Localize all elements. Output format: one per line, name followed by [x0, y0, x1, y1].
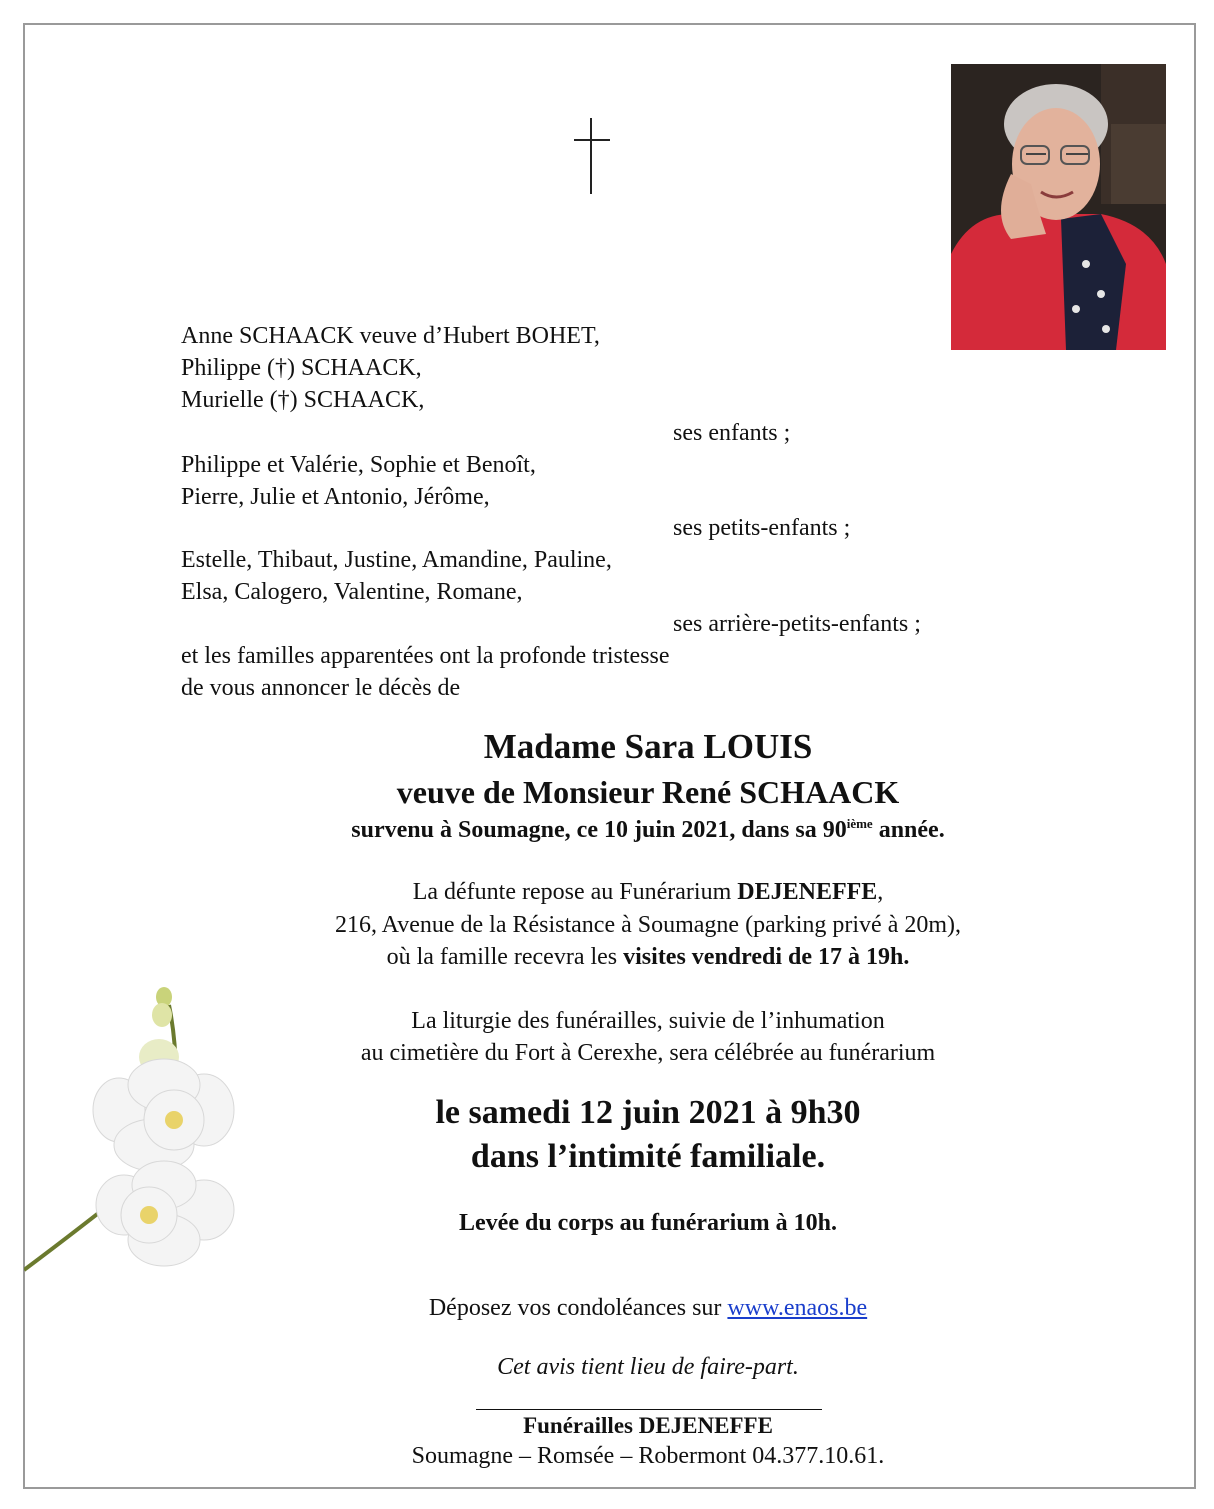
great-grandchildren-label: ses arrière-petits-enfants ; [673, 611, 921, 637]
great-grandchild-line-1: Estelle, Thibaut, Justine, Amandine, Pauline, [181, 547, 612, 573]
condolences-link[interactable]: www.enaos.be [727, 1295, 868, 1321]
visitation-line-1: La défunte repose au Funérarium DEJENEFFE, [412, 879, 884, 905]
death-info: survenu à Soumagne, ce 10 juin 2021, dans sa 90ième année. [351, 816, 945, 843]
visitation-line-2: 216, Avenue de la Résistance à Soumagne (parking privé à 20m), [334, 912, 962, 938]
footer-locations: Soumagne – Romsée – Robermont 04.377.10.61. [411, 1443, 885, 1469]
child-line-2: Philippe (†) SCHAACK, [181, 355, 422, 381]
grandchild-line-1: Philippe et Valérie, Sophie et Benoît, [181, 452, 536, 478]
visitation-line-3: où la famille recevra les visites vendredi de 17 à 19h. [386, 944, 910, 970]
children-label: ses enfants ; [673, 420, 791, 446]
child-line-3: Murielle (†) SCHAACK, [181, 387, 425, 413]
liturgy-line-2: au cimetière du Fort à Cerexhe, sera célébrée au funérarium [360, 1040, 936, 1066]
condolences-line: Déposez vos condoléances sur www.enaos.be [428, 1295, 868, 1321]
footer-company: Funérailles DEJENEFFE [523, 1413, 773, 1438]
ceremony-intimacy: dans l’intimité familiale. [470, 1138, 826, 1175]
great-grandchild-line-2: Elsa, Calogero, Valentine, Romane, [181, 579, 523, 605]
latin-cross-icon [574, 118, 610, 194]
deceased-spouse: veuve de Monsieur René SCHAACK [396, 774, 900, 810]
white-orchid-icon [24, 985, 284, 1315]
portrait-photo [951, 64, 1166, 350]
child-line-1: Anne SCHAACK veuve d’Hubert BOHET, [181, 323, 600, 349]
faire-part-notice: Cet avis tient lieu de faire-part. [497, 1354, 799, 1380]
grandchildren-label: ses petits-enfants ; [673, 515, 851, 541]
announcement-line-2: de vous annoncer le décès de [181, 675, 461, 701]
deceased-name: Madame Sara LOUIS [483, 727, 813, 766]
announcement-line-1: et les familles apparentées ont la profonde tristesse [181, 643, 670, 669]
grandchild-line-2: Pierre, Julie et Antonio, Jérôme, [181, 484, 490, 510]
levee-du-corps: Levée du corps au funérarium à 10h. [459, 1210, 837, 1236]
ceremony-date: le samedi 12 juin 2021 à 9h30 [435, 1094, 861, 1131]
liturgy-line-1: La liturgie des funérailles, suivie de l’inhumation [411, 1008, 885, 1034]
